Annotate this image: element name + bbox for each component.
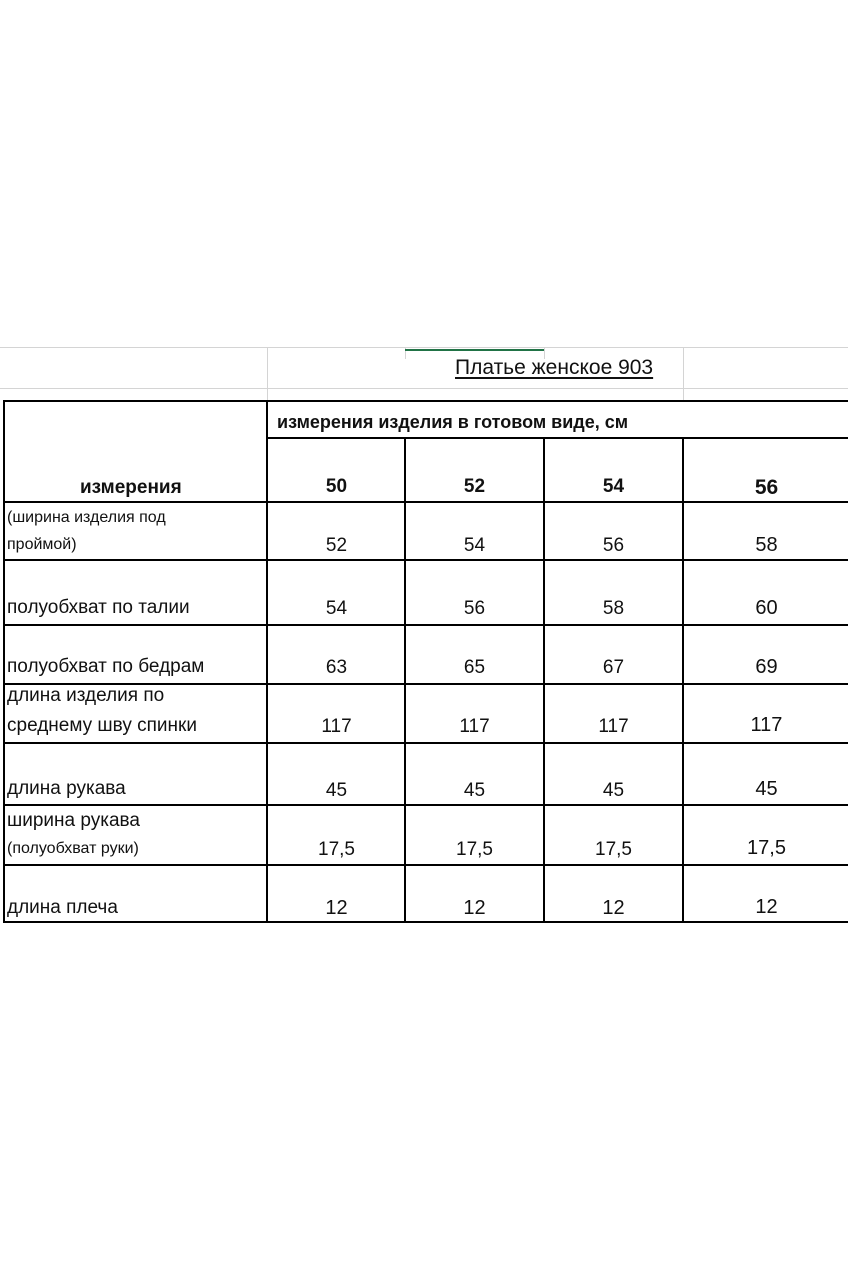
- header-group-label: измерения изделия в готовом виде, см: [277, 412, 629, 432]
- table-cell: 52: [325, 535, 348, 556]
- table-border: [267, 437, 848, 439]
- size-header: 56: [754, 476, 779, 499]
- table-cell: 12: [325, 897, 348, 919]
- table-border: [3, 804, 848, 806]
- table-border: [3, 921, 848, 923]
- table-cell: 63: [325, 657, 348, 678]
- row-label: полуобхват по бедрам: [7, 656, 205, 677]
- table-border: [3, 742, 848, 744]
- table-cell: 67: [602, 657, 625, 678]
- table-cell: 12: [755, 896, 778, 918]
- table-cell: 54: [325, 598, 348, 619]
- table-cell: 117: [459, 716, 490, 737]
- sheet-gridline: [267, 347, 268, 401]
- table-border: [3, 501, 848, 503]
- table-border: [3, 559, 848, 561]
- row-label: проймой): [7, 536, 77, 553]
- table-cell: 60: [755, 597, 778, 619]
- sheet-gridline: [683, 347, 684, 401]
- row-label: среднему шву спинки: [7, 715, 197, 736]
- table-cell: 17,5: [595, 839, 632, 860]
- table-cell: 17,5: [747, 837, 786, 859]
- table-border: [3, 400, 848, 402]
- table-cell: 17,5: [456, 839, 493, 860]
- table-cell: 117: [750, 714, 783, 736]
- table-cell: 54: [463, 535, 486, 556]
- table-cell: 58: [755, 534, 778, 556]
- table-cell: 58: [602, 598, 625, 619]
- sheet-gridline: [0, 347, 848, 348]
- table-cell: 45: [602, 780, 625, 801]
- sheet-gridline: [0, 388, 848, 389]
- table-cell: 56: [463, 598, 486, 619]
- row-label: длина плеча: [7, 897, 118, 918]
- table-cell: 56: [602, 535, 625, 556]
- table-cell: 45: [463, 780, 486, 801]
- table-border: [3, 624, 848, 626]
- row-label: (ширина изделия под: [7, 509, 166, 526]
- row-label: полуобхват по талии: [7, 597, 190, 618]
- selected-cell-marker: [405, 349, 544, 351]
- table-border: [682, 437, 684, 923]
- table-cell: 45: [755, 778, 778, 800]
- table-cell: 117: [598, 716, 629, 737]
- table-cell: 65: [463, 657, 486, 678]
- table-border: [3, 400, 5, 923]
- size-header: 54: [602, 476, 625, 497]
- table-cell: 12: [463, 897, 486, 919]
- table-cell: 117: [321, 716, 352, 737]
- table-border: [3, 864, 848, 866]
- page-title: Платье женское 903: [455, 356, 654, 379]
- row-label: длина рукава: [7, 778, 126, 799]
- table-cell: 69: [755, 656, 778, 678]
- size-header: 52: [463, 476, 486, 497]
- row-label: (полуобхват руки): [7, 840, 139, 857]
- table-cell: 12: [602, 897, 625, 919]
- table-cell: 45: [325, 780, 348, 801]
- row-label: ширина рукава: [7, 810, 140, 831]
- table-cell: 17,5: [318, 839, 355, 860]
- size-header: 50: [325, 476, 348, 497]
- row-label: длина изделия по: [7, 685, 165, 706]
- row-header-label: измерения: [80, 477, 182, 498]
